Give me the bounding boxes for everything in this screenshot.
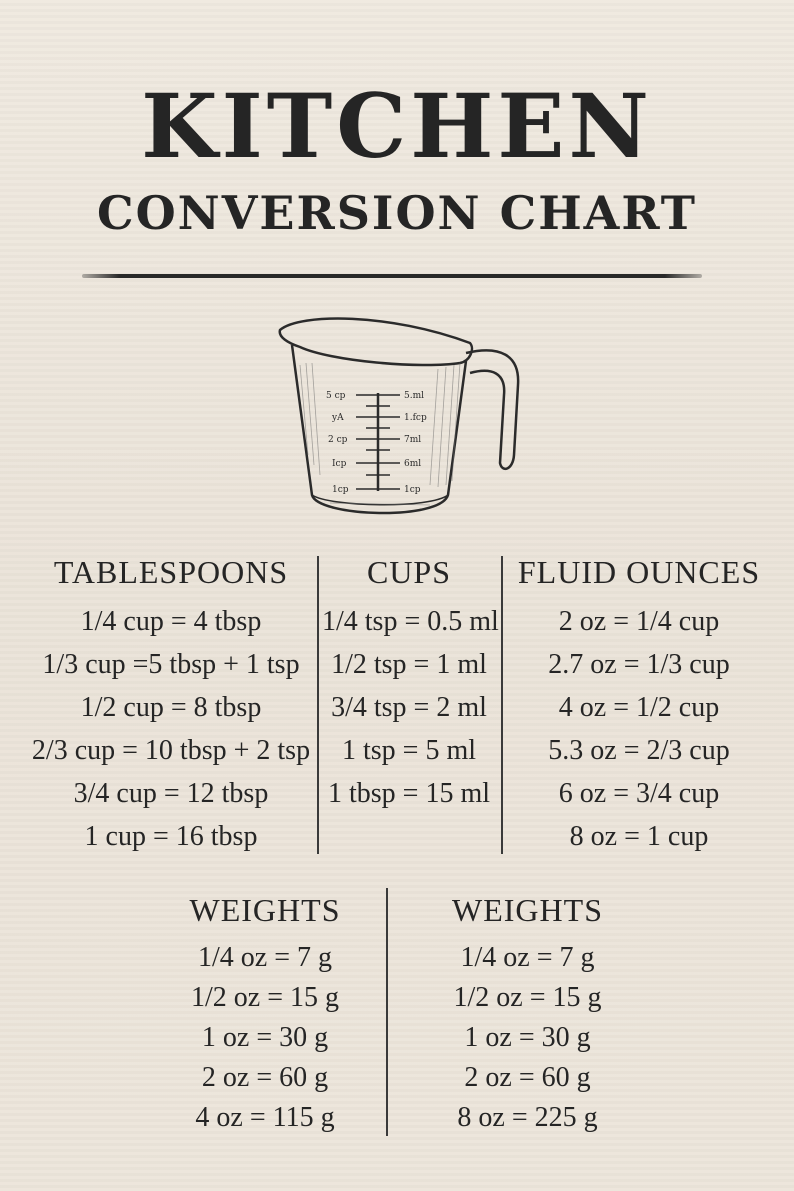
cup-mark-left: 2 cp (328, 435, 348, 445)
weights-right-column (420, 890, 635, 1138)
chart-subtitle: CONVERSION CHART (97, 186, 697, 240)
weights-left-column (160, 890, 370, 1138)
tablespoons-row: 1 cup = 16 tbsp (84, 821, 258, 852)
cup-mark-right: 6ml (404, 459, 422, 469)
cup-mark-right: 5.ml (404, 391, 424, 401)
column-divider (317, 556, 319, 854)
fluid-ounces-row: 6 oz = 3/4 cup (558, 778, 720, 809)
tablespoons-heading: TABLESPOONS (53, 554, 289, 590)
weights-left-row: 2 oz = 60 g (201, 1062, 329, 1093)
weights-right-row: 1/2 oz = 15 g (453, 982, 602, 1013)
tablespoons-row: 1/4 cup = 4 tbsp (80, 606, 262, 637)
cup-hatching (300, 363, 460, 505)
cups-column (322, 552, 499, 815)
weights-left-row: 4 oz = 115 g (195, 1102, 335, 1133)
fluid-ounces-row: 4 oz = 1/2 cup (558, 692, 720, 723)
fluid-ounces-column (508, 552, 770, 858)
column-divider (386, 888, 388, 1136)
cup-mark-right: 1.fcp (404, 413, 427, 423)
weights-left-heading: WEIGHTS (189, 892, 341, 928)
weights-right-row: 2 oz = 60 g (464, 1062, 591, 1093)
measuring-cup-icon (270, 305, 530, 525)
tablespoons-column (30, 552, 312, 858)
weights-right-row: 1 oz = 30 g (464, 1022, 591, 1053)
cup-mark-left: yA (332, 413, 344, 423)
cups-row: 1/2 tsp = 1 ml (331, 649, 487, 680)
cups-row: 1 tbsp = 15 ml (327, 778, 491, 809)
cups-row: 1 tsp = 5 ml (341, 735, 477, 766)
fluid-ounces-row: 5.3 oz = 2/3 cup (548, 735, 730, 766)
title-divider (82, 274, 702, 278)
fluid-ounces-row: 2.7 oz = 1/3 cup (548, 649, 730, 680)
cup-scale (356, 393, 400, 491)
weights-left-row: 1/4 oz = 7 g (198, 942, 332, 973)
fluid-ounces-row: 2 oz = 1/4 cup (558, 606, 720, 637)
cups-heading: CUPS (366, 554, 452, 590)
fluid-ounces-heading: FLUID OUNCES (517, 554, 761, 590)
cups-row: 1/4 tsp = 0.5 ml (322, 606, 499, 637)
tablespoons-row: 1/2 cup = 8 tbsp (80, 692, 262, 723)
cup-mark-right: 7ml (404, 435, 422, 445)
cup-mark-left: 1cp (332, 485, 349, 495)
tablespoons-row: 3/4 cup = 12 tbsp (73, 778, 269, 809)
weights-left-row: 1 oz = 30 g (201, 1022, 329, 1053)
cup-mark-left: Icp (332, 459, 347, 469)
fluid-ounces-row: 8 oz = 1 cup (569, 821, 709, 852)
chart-title: KITCHEN (141, 74, 653, 178)
cup-mark-left: 5 cp (326, 391, 346, 401)
weights-right-heading: WEIGHTS (452, 892, 603, 928)
weights-right-row: 8 oz = 225 g (457, 1102, 598, 1133)
weights-right-row: 1/4 oz = 7 g (460, 942, 595, 973)
cup-mark-right: 1cp (404, 485, 421, 495)
tablespoons-row: 1/3 cup =5 tbsp + 1 tsp (42, 649, 300, 680)
tablespoons-row: 2/3 cup = 10 tbsp + 2 tsp (31, 735, 311, 766)
weights-left-row: 1/2 oz = 15 g (191, 982, 339, 1013)
cups-row: 3/4 tsp = 2 ml (331, 692, 487, 723)
column-divider (501, 556, 503, 854)
